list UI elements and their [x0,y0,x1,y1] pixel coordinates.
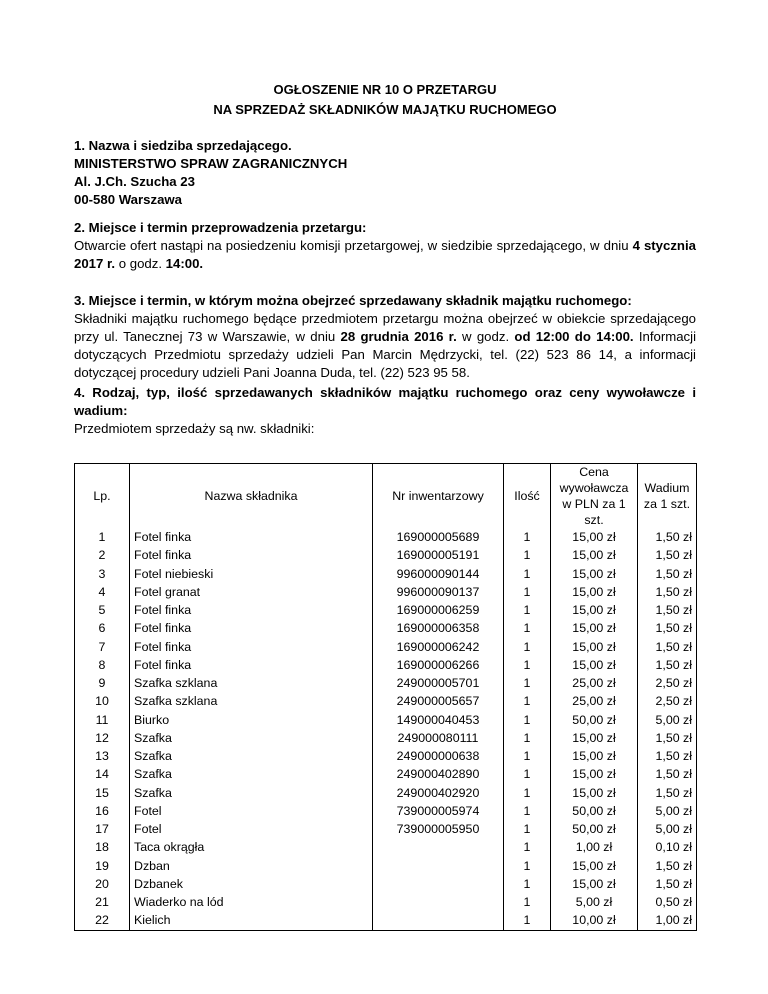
table-row [75,565,697,583]
cell-price: 10,00 zł [551,911,638,930]
cell-inventory [373,838,504,856]
cell-name: Szafka [130,747,373,765]
cell-inventory: 739000005974 [373,802,504,820]
cell-inventory: 169000006242 [373,638,504,656]
cell-lp: 11 [75,711,130,729]
cell-quantity: 1 [504,674,551,692]
col-header-inventory: Nr inwentarzowy [373,464,504,529]
cell-deposit: 0,10 zł [638,838,697,856]
cell-price: 15,00 zł [551,875,638,893]
table-row [75,747,697,765]
cell-price: 15,00 zł [551,546,638,564]
cell-lp: 6 [75,619,130,637]
table-row [75,601,697,619]
cell-lp: 5 [75,601,130,619]
cell-quantity: 1 [504,747,551,765]
table-row [75,656,697,674]
cell-quantity: 1 [504,765,551,783]
cell-deposit: 1,50 zł [638,729,697,747]
cell-name: Fotel finka [130,601,373,619]
section-items [74,384,696,438]
table-row [75,674,697,692]
cell-name: Kielich [130,911,373,930]
cell-deposit: 0,50 zł [638,893,697,911]
cell-price: 15,00 zł [551,857,638,875]
cell-deposit: 1,50 zł [638,619,697,637]
section-4-intro: Przedmiotem sprzedaży są nw. składniki: [74,421,315,436]
cell-lp: 9 [75,674,130,692]
cell-quantity: 1 [504,729,551,747]
title-line-1: OGŁOSZENIE NR 10 O PRZETARGU [273,82,497,97]
cell-deposit: 1,50 zł [638,601,697,619]
table-row [75,546,697,564]
section-2-text: Otwarcie ofert nastąpi na posiedzeniu komisji przetargowej, w siedzibie sprzedającego, w dniu 4 stycznia 2017 r. o godz. 14:00. [74,238,696,271]
cell-name: Fotel finka [130,528,373,546]
cell-lp: 12 [75,729,130,747]
cell-price: 15,00 zł [551,747,638,765]
table-row [75,857,697,875]
cell-price: 15,00 zł [551,656,638,674]
cell-deposit: 1,50 zł [638,747,697,765]
cell-inventory: 149000040453 [373,711,504,729]
cell-deposit: 5,00 zł [638,711,697,729]
cell-inventory: 249000005657 [373,692,504,710]
col-header-lp: Lp. [75,464,130,529]
cell-quantity: 1 [504,802,551,820]
cell-quantity: 1 [504,546,551,564]
cell-quantity: 1 [504,583,551,601]
cell-deposit: 1,50 zł [638,765,697,783]
cell-inventory: 169000005689 [373,528,504,546]
cell-deposit: 1,50 zł [638,528,697,546]
cell-inventory [373,875,504,893]
cell-deposit: 1,50 zł [638,546,697,564]
cell-lp: 15 [75,784,130,802]
cell-deposit: 2,50 zł [638,692,697,710]
cell-name: Dzban [130,857,373,875]
cell-lp: 22 [75,911,130,930]
cell-name: Dzbanek [130,875,373,893]
col-header-price: Cena wywoławcza w PLN za 1 szt. [551,464,638,529]
cell-lp: 16 [75,802,130,820]
cell-name: Fotel finka [130,638,373,656]
cell-inventory: 996000090137 [373,583,504,601]
cell-name: Wiaderko na lód [130,893,373,911]
cell-name: Fotel finka [130,619,373,637]
cell-price: 1,00 zł [551,838,638,856]
cell-inventory: 169000006266 [373,656,504,674]
cell-deposit: 1,00 zł [638,911,697,930]
table-row [75,711,697,729]
cell-deposit: 1,50 zł [638,583,697,601]
table-row [75,820,697,838]
table-row [75,619,697,637]
cell-name: Fotel granat [130,583,373,601]
cell-lp: 14 [75,765,130,783]
section-2-heading: 2. Miejsce i termin przeprowadzenia przetargu: [74,220,367,235]
cell-price: 50,00 zł [551,802,638,820]
cell-price: 15,00 zł [551,729,638,747]
section-seller [74,137,696,209]
items-table-body [75,528,697,930]
cell-quantity: 1 [504,784,551,802]
col-header-name: Nazwa składnika [130,464,373,529]
cell-inventory: 249000005701 [373,674,504,692]
section-viewing [74,292,696,382]
cell-price: 15,00 zł [551,619,638,637]
table-row [75,765,697,783]
table-row [75,729,697,747]
cell-price: 15,00 zł [551,765,638,783]
section-1-heading: 1. Nazwa i siedziba sprzedającego. [74,138,292,153]
cell-lp: 1 [75,528,130,546]
seller-name: MINISTERSTWO SPRAW ZAGRANICZNYCH [74,156,348,171]
col-header-quantity: Ilość [504,464,551,529]
cell-quantity: 1 [504,601,551,619]
cell-deposit: 5,00 zł [638,802,697,820]
cell-quantity: 1 [504,911,551,930]
cell-lp: 2 [75,546,130,564]
table-row [75,528,697,546]
cell-quantity: 1 [504,656,551,674]
cell-inventory: 169000006358 [373,619,504,637]
cell-price: 50,00 zł [551,711,638,729]
cell-inventory: 739000005950 [373,820,504,838]
seller-city: 00-580 Warszawa [74,192,183,207]
cell-lp: 4 [75,583,130,601]
cell-deposit: 1,50 zł [638,656,697,674]
cell-lp: 21 [75,893,130,911]
table-row [75,875,697,893]
table-row [75,838,697,856]
title-line-2: NA SPRZEDAŻ SKŁADNIKÓW MAJĄTKU RUCHOMEGO [213,102,557,117]
cell-price: 15,00 zł [551,601,638,619]
cell-name: Fotel niebieski [130,565,373,583]
cell-quantity: 1 [504,857,551,875]
cell-deposit: 1,50 zł [638,638,697,656]
cell-lp: 19 [75,857,130,875]
cell-price: 15,00 zł [551,583,638,601]
cell-price: 15,00 zł [551,528,638,546]
cell-lp: 20 [75,875,130,893]
cell-inventory [373,893,504,911]
cell-price: 15,00 zł [551,565,638,583]
cell-price: 15,00 zł [551,638,638,656]
cell-name: Fotel finka [130,656,373,674]
cell-lp: 8 [75,656,130,674]
section-3-text: Składniki majątku ruchomego będące przedmiotem przetargu można obejrzeć w obiekcie sprzedającego przy ul. Tanecznej 73 w Warszawie, w dniu 28 grudnia 2016 r. w godz. od 12:00 do 14:00. Informacji dotyczących Przedmiotu sprzedaży udzieli Pan Marcin Mędrzycki, tel. (22) 523 86 14, a informacji dotyczącej procedury udzieli Pani Joanna Duda, tel. (22) 523 95 58. [74,311,696,380]
cell-deposit: 1,50 zł [638,857,697,875]
cell-price: 15,00 zł [551,784,638,802]
cell-quantity: 1 [504,692,551,710]
cell-lp: 7 [75,638,130,656]
cell-name: Szafka szklana [130,692,373,710]
cell-lp: 10 [75,692,130,710]
cell-lp: 13 [75,747,130,765]
cell-name: Szafka [130,729,373,747]
cell-inventory: 249000000638 [373,747,504,765]
cell-lp: 17 [75,820,130,838]
cell-quantity: 1 [504,820,551,838]
cell-inventory: 249000402890 [373,765,504,783]
cell-lp: 18 [75,838,130,856]
section-4-heading: 4. Rodzaj, typ, ilość sprzedawanych składników majątku ruchomego oraz ceny wywoławcze i wadium: [74,385,696,418]
table-row [75,638,697,656]
cell-deposit: 2,50 zł [638,674,697,692]
cell-quantity: 1 [504,838,551,856]
cell-quantity: 1 [504,875,551,893]
document-title [74,80,696,120]
cell-inventory [373,857,504,875]
section-tender-date [74,219,696,273]
cell-name: Szafka szklana [130,674,373,692]
items-table [74,463,697,931]
cell-name: Szafka [130,765,373,783]
col-header-deposit: Wadium za 1 szt. [638,464,697,529]
cell-deposit: 1,50 zł [638,875,697,893]
table-row [75,583,697,601]
cell-inventory: 249000080111 [373,729,504,747]
table-row [75,802,697,820]
cell-deposit: 1,50 zł [638,565,697,583]
cell-quantity: 1 [504,893,551,911]
seller-street: Al. J.Ch. Szucha 23 [74,174,195,189]
cell-name: Taca okrągła [130,838,373,856]
cell-quantity: 1 [504,619,551,637]
cell-inventory [373,911,504,930]
cell-name: Fotel [130,820,373,838]
cell-price: 5,00 zł [551,893,638,911]
cell-name: Szafka [130,784,373,802]
table-row [75,692,697,710]
cell-deposit: 1,50 zł [638,784,697,802]
cell-price: 50,00 zł [551,820,638,838]
cell-deposit: 5,00 zł [638,820,697,838]
cell-quantity: 1 [504,565,551,583]
cell-inventory: 169000005191 [373,546,504,564]
cell-inventory: 249000402920 [373,784,504,802]
cell-inventory: 996000090144 [373,565,504,583]
cell-lp: 3 [75,565,130,583]
cell-quantity: 1 [504,711,551,729]
cell-price: 25,00 zł [551,692,638,710]
table-row [75,911,697,930]
section-3-heading: 3. Miejsce i termin, w którym można obejrzeć sprzedawany składnik majątku ruchomego: [74,293,632,308]
cell-quantity: 1 [504,638,551,656]
cell-name: Fotel [130,802,373,820]
cell-name: Fotel finka [130,546,373,564]
cell-name: Biurko [130,711,373,729]
table-row [75,784,697,802]
cell-inventory: 169000006259 [373,601,504,619]
cell-price: 25,00 zł [551,674,638,692]
table-row [75,893,697,911]
cell-quantity: 1 [504,528,551,546]
